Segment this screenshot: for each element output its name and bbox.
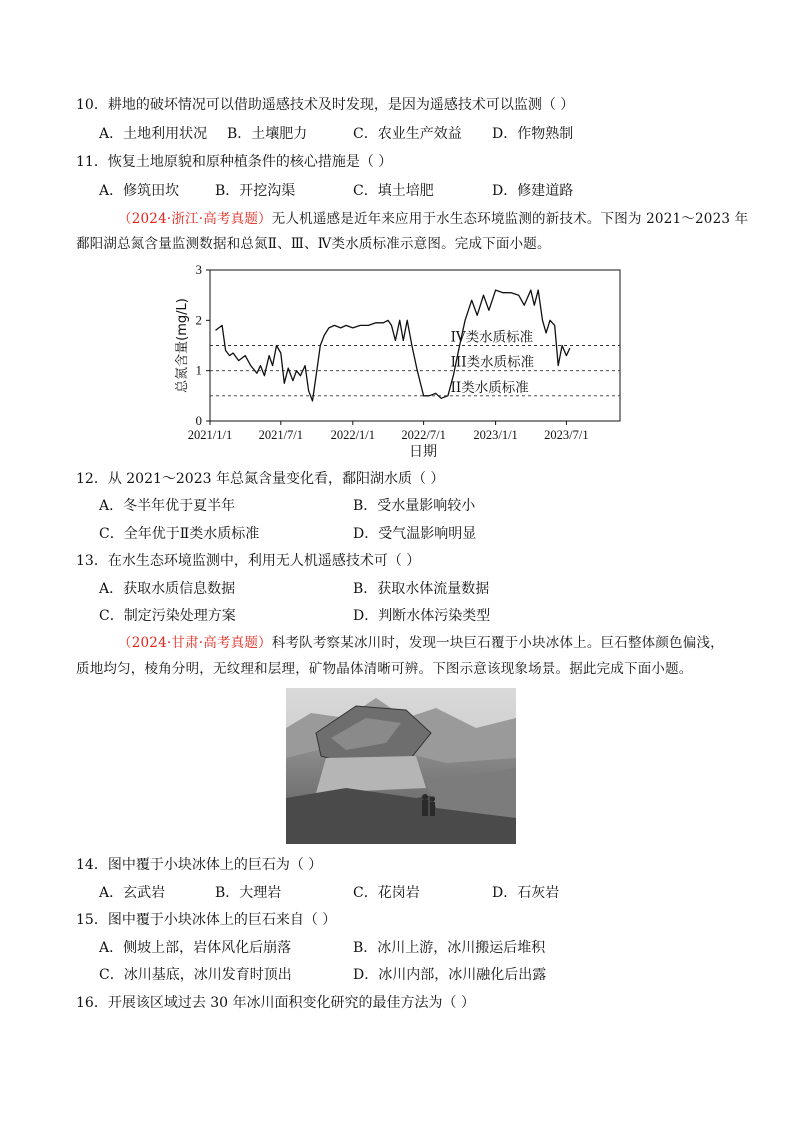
y-tick-label: 3 <box>195 262 202 277</box>
y-tick-label: 1 <box>195 362 202 378</box>
q14-stem: 14．图中覆于小块冰体上的巨石为（ ） <box>76 857 323 873</box>
reference-label-1: IV类水质标准 <box>450 329 534 346</box>
q14-option-c: C．花岗岩 <box>353 885 420 901</box>
q13-option-b: B．获取水体流量数据 <box>353 581 490 597</box>
glacier-boulder-photo <box>286 688 516 844</box>
x-tick-label: 2023/1/1 <box>473 428 518 442</box>
q13-stem: 13．在水生态环境监测中，利用无人机遥感技术可（ ） <box>76 553 421 569</box>
q14-option-d: D．石灰岩 <box>492 885 560 901</box>
reference-label-3: II类水质标准 <box>450 379 529 396</box>
q12-option-c: C．全年优于Ⅱ类水质标准 <box>99 526 260 542</box>
reference-label-2: III类水质标准 <box>450 354 535 371</box>
intro2-line1 <box>118 634 724 652</box>
nitrogen-chart <box>160 258 630 463</box>
q10-option-c: C．农业生产效益 <box>353 126 462 142</box>
y-tick-label: 0 <box>195 413 202 428</box>
x-tick-label: 2022/7/1 <box>401 428 446 442</box>
q15-option-d: D．冰川内部，冰川融化后出露 <box>353 967 547 983</box>
q13-option-c: C．制定污染处理方案 <box>99 608 236 624</box>
x-tick-label: 2023/7/1 <box>544 428 589 442</box>
intro1-text1: 无人机遥感是近年来应用于水生态环境监测的新技术。下图为 2021～2023 年 <box>271 211 749 227</box>
q10-option-d: D．作物熟制 <box>492 126 574 142</box>
intro1-text2: 鄱阳湖总氮含量监测数据和总氮Ⅱ、Ⅲ、Ⅳ类水质标准示意图。完成下面小题。 <box>76 236 551 252</box>
y-tick-label: 2 <box>195 312 202 328</box>
x-axis-label: 日期 <box>409 444 437 460</box>
glacier-boulder-illustration <box>286 688 516 844</box>
q11-option-b: B．开挖沟渠 <box>215 183 296 199</box>
q10-option-a: A．土地利用状况 <box>99 126 208 142</box>
q10-option-b: B．土壤肥力 <box>227 126 308 142</box>
q12-stem: 12．从 2021～2023 年总氮含量变化看，鄱阳湖水质（ ） <box>76 471 445 487</box>
q15-option-b: B．冰川上游，冰川搬运后堆积 <box>353 940 546 956</box>
q13-option-a: A．获取水质信息数据 <box>99 581 236 597</box>
q16-stem: 16．开展该区域过去 30 年冰川面积变化研究的最佳方法为（ ） <box>76 995 475 1011</box>
q15-option-a: A．侧坡上部，岩体风化后崩落 <box>99 940 292 956</box>
q11-stem: 11．恢复土地原貌和原种植条件的核心措施是（ ） <box>76 154 393 170</box>
intro1-source-tag: （2024·浙江·高考真题） <box>118 211 272 227</box>
q12-option-d: D．受气温影响明显 <box>353 526 477 542</box>
y-axis-label: 总氮含量(mg/L) <box>175 298 190 393</box>
q14-option-b: B．大理岩 <box>215 885 282 901</box>
nitrogen-chart-svg <box>160 258 630 463</box>
q15-option-c: C．冰川基底，冰川发育时顶出 <box>99 967 292 983</box>
q11-option-c: C．填土培肥 <box>353 183 434 199</box>
x-tick-label: 2021/7/1 <box>258 428 304 442</box>
q12-option-b: B．受水量影响较小 <box>353 498 476 514</box>
q12-option-a: A．冬半年优于夏半年 <box>99 498 236 514</box>
intro2-text2: 质地均匀，棱角分明，无纹理和层理，矿物晶体清晰可辨。下图示意该现象场景。据此完成下面小题。 <box>76 661 693 677</box>
q10-stem: 10．耕地的破坏情况可以借助遥感技术及时发现，是因为遥感技术可以监测（ ） <box>76 97 575 113</box>
intro2-text1: 科考队考察某冰川时，发现一块巨石覆于小块冰体上。巨石整体颜色偏浅， <box>271 635 724 651</box>
q11-option-d: D．修建道路 <box>492 183 574 199</box>
intro2-source-tag: （2024·甘肃·高考真题） <box>118 635 272 651</box>
q11-option-a: A．修筑田坎 <box>99 183 180 199</box>
q13-option-d: D．判断水体污染类型 <box>353 608 491 624</box>
x-tick-label: 2021/1/1 <box>187 428 233 442</box>
q15-stem: 15．图中覆于小块冰体上的巨石来自（ ） <box>76 912 337 928</box>
intro1-line1 <box>118 210 748 228</box>
q14-option-a: A．玄武岩 <box>99 885 166 901</box>
x-tick-label: 2022/1/1 <box>330 428 376 442</box>
